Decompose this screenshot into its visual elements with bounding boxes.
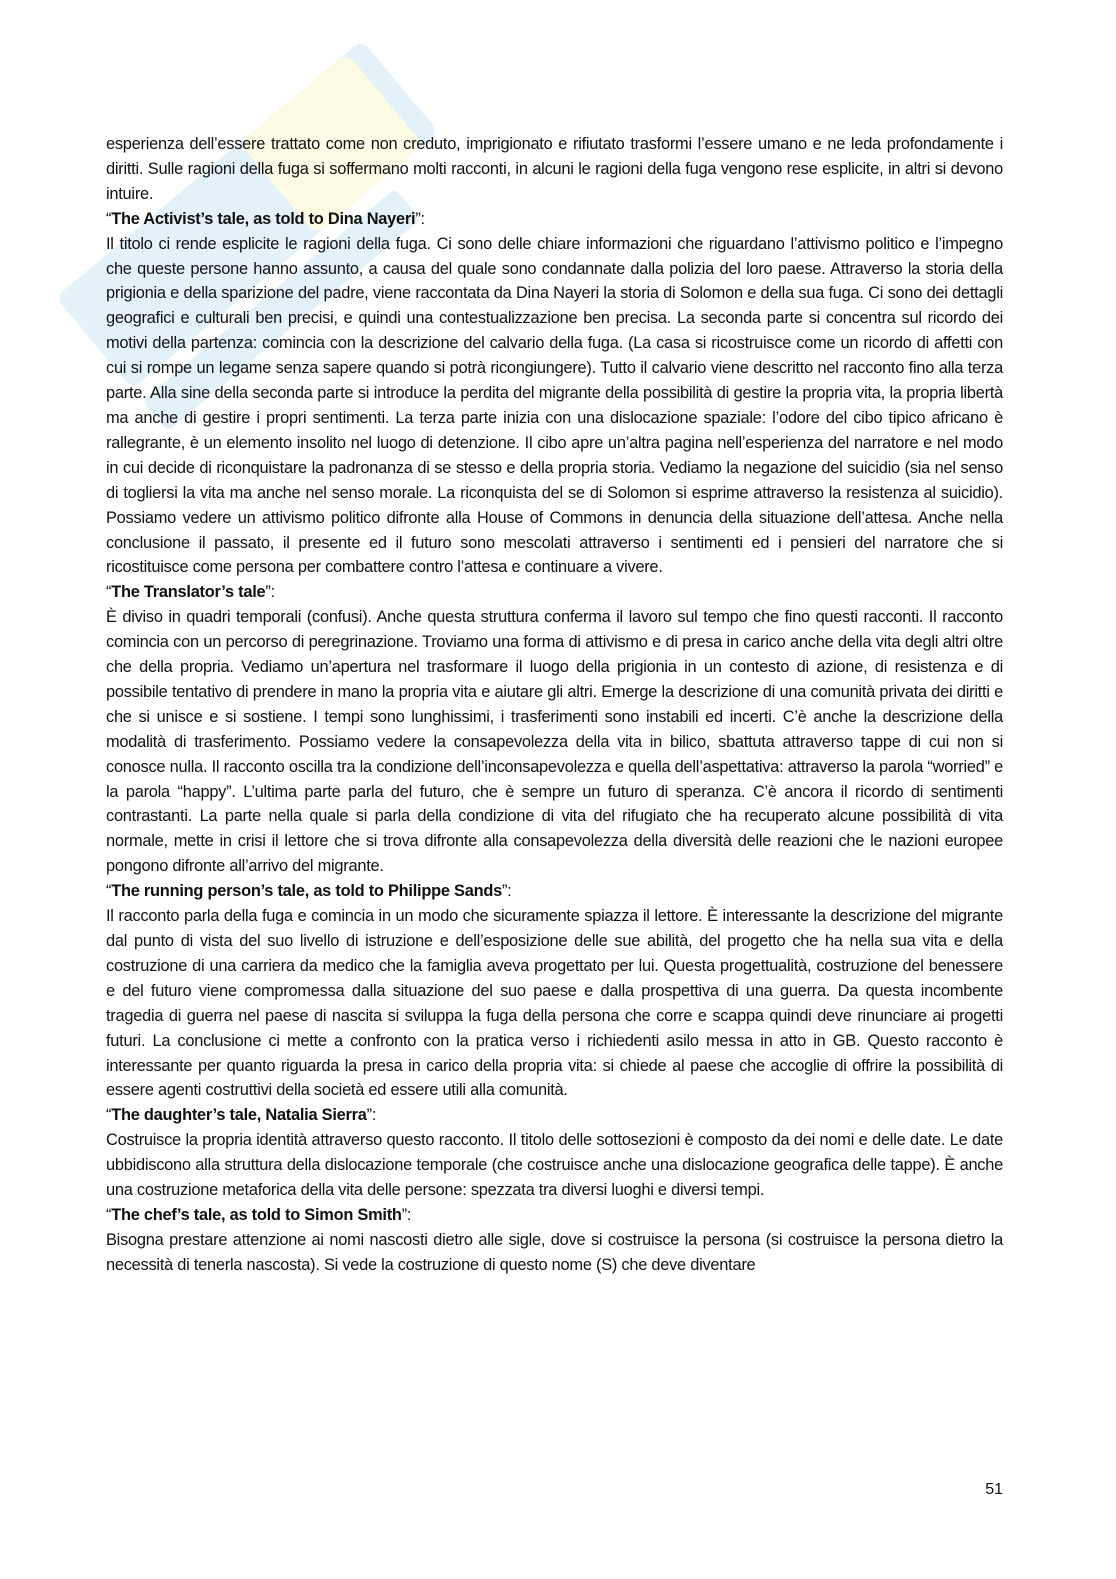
- section-title: The running person’s tale, as told to Philippe Sands: [111, 882, 502, 901]
- intro-paragraph: esperienza dell’essere trattato come non creduto, imprigionato e rifiutato trasformi l’essere umano e ne leda profondamente i diritti. Sulle ragioni della fuga si soffermano molti racconti, in alcuni le ragioni della fuga vengono rese esplicite, in altri si devono intuire.: [106, 135, 1003, 203]
- section-body-daughter: Costruisce la propria identità attraverso questo racconto. Il titolo delle sottosezioni è composto da dei nomi e delle date. Le date ubbidiscono alla struttura della dislocazione temporale (che costruisce anche una dislocazione geografica delle tappe). È anche una costruzione metaforica della vita delle persone: spezzata tra diversi luoghi e diversi tempi.: [106, 1131, 1003, 1200]
- quote-open: “: [106, 1205, 112, 1224]
- quote-close: ”:: [265, 583, 275, 602]
- section-title: The Activist’s tale, as told to Dina Nayeri: [111, 209, 416, 228]
- section-heading-chef: [106, 1203, 1003, 1228]
- section-heading-running-person: [106, 879, 1003, 904]
- section-body-chef: Bisogna prestare attenzione ai nomi nascosti dietro alle sigle, dove si costruisce la persona (si costruisce la persona dietro la necessità di tenerla nascosta). Si vede la costruzione di questo nome (S) che deve diventare: [106, 1230, 1003, 1274]
- quote-close: ”:: [501, 882, 512, 901]
- section-body-activist: Il titolo ci rende esplicite le ragioni della fuga. Ci sono delle chiare informazioni che riguardano l’attivismo politico e l’impegno che queste persone hanno assunto, a causa del quale sono condannate dalla polizia del loro paese. Attraverso la storia della prigionia e della sparizione del padre, viene raccontata da Dina Nayeri la storia di Solomon e della sua fuga. Ci sono dei dettagli geografici e culturali ben precisi, e quindi una contestualizzazione ben precisa. La seconda parte si concentra sul ricordo dei motivi della partenza: comincia con la descrizione del calvario della fuga. (La casa si ricostruisce come un ricordo di affetti con cui si rompe un legame senza sapere quando si potrà ricongiungere). Tutto il calvario viene descritto nel racconto fino alla terza parte. Alla sine della seconda parte si introduce la perdita del migrante della possibilità di gestire la propria vita, la propria libertà ma anche di gestire i propri sentimenti. La terza parte inizia con una dislocazione spaziale: l’odore del cibo tipico africano è rallegrante, è un elemento insolito nel luogo di detenzione. Il cibo apre un’altra pagina nell’esperienza del narratore e nel modo in cui decide di riconquistare la padronanza di se stesso e della propria storia. Vediamo la negazione del suicidio (sia nel senso di togliersi la vita ma anche nel senso morale. La riconquista del se di Solomon si esprime attraverso la resistenza al suicidio). Possiamo vedere un attivismo politico difronte alla House of Commons in denuncia della situazione dell’attesa. Anche nella conclusione il passato, il presente ed il futuro sono mescolati attraverso i sentimenti ed i pensieri del narratore che si ricostituisce come persona per combattere contro l’attesa e continuare a vivere.: [106, 234, 1003, 577]
- section-heading-daughter: [106, 1103, 1003, 1128]
- section-body-translator: È diviso in quadri temporali (confusi). Anche questa struttura conferma il lavoro sul tempo che fino questi racconti. Il racconto comincia con un percorso di peregrinazione. Troviamo una forma di attivismo e di presa in carico anche della vita degli altri oltre che della propria. Vediamo un’apertura nel trasformare il luogo della prigionia in un contesto di azione, di resistenza e di possibile tentativo di prendere in mano la propria vita e aiutare gli altri. Emerge la descrizione di una comunità privata dei diritti e che si unisce e si sostiene. I tempi sono lunghissimi, i trasferimenti sono instabili ed incerti. C’è anche la descrizione della modalità di trasferimento. Possiamo vedere la consapevolezza della vita in bilico, sbattuta attraverso tappe di cui non si conosce nulla. Il racconto oscilla tra la condizione dell’inconsapevolezza e quella dell’aspettativa: attraverso la parola “worried” e la parola “happy”. L’ultima parte parla del futuro, che è sempre un futuro di speranza. C’è ancora il ricordo di sentimenti contrastanti. La parte nella quale si parla della condizione di vita del rifugiato che ha recuperato alcune possibilità di vita normale, mette in crisi il lettore che si trova difronte alla consapevolezza della diversità delle reazioni che le nazioni europee pongono difronte all’arrivo del migrante.: [106, 608, 1003, 876]
- document-body: [106, 132, 1003, 1278]
- quote-open: “: [106, 583, 112, 602]
- section-title: The chef’s tale, as told to Simon Smith: [111, 1205, 402, 1224]
- page-number: 51: [985, 1481, 1003, 1498]
- section-body-running-person: Il racconto parla della fuga e comincia in un modo che sicuramente spiazza il lettore. È interessante la descrizione del migrante dal punto di vista del suo livello di istruzione e dell’esposizione delle sue abilità, del progetto che ha nella sua vita e della costruzione di una carriera da medico che la famiglia aveva progettato per lui. Questa progettualità, costruzione del benessere e del futuro viene compromessa dalla situazione del suo paese e dalla prospettiva di una guerra. Da questa incombente tragedia di guerra nel paese di nascita si sviluppa la fuga della persona che corre e scappa quindi deve rinunciare ai progetti futuri. La conclusione ci mette a confronto con la pratica verso i richiedenti asilo messa in atto in GB. Questo racconto è interessante per quanto riguarda la presa in carico della propria vita: si chiede al paese che accoglie di offrire la possibilità di essere agenti costruttivi della società ed essere utili alla comunità.: [106, 907, 1003, 1100]
- quote-open: “: [106, 882, 112, 901]
- section-heading-translator: [106, 580, 1003, 605]
- section-title: The daughter’s tale, Natalia Sierra: [111, 1106, 367, 1125]
- quote-close: ”:: [415, 209, 425, 228]
- quote-close: ”:: [401, 1205, 412, 1224]
- quote-open: “: [106, 209, 112, 228]
- section-heading-activist: [106, 207, 1003, 232]
- quote-open: “: [106, 1106, 112, 1125]
- quote-close: ”:: [366, 1106, 377, 1125]
- section-title: The Translator’s tale: [111, 583, 266, 602]
